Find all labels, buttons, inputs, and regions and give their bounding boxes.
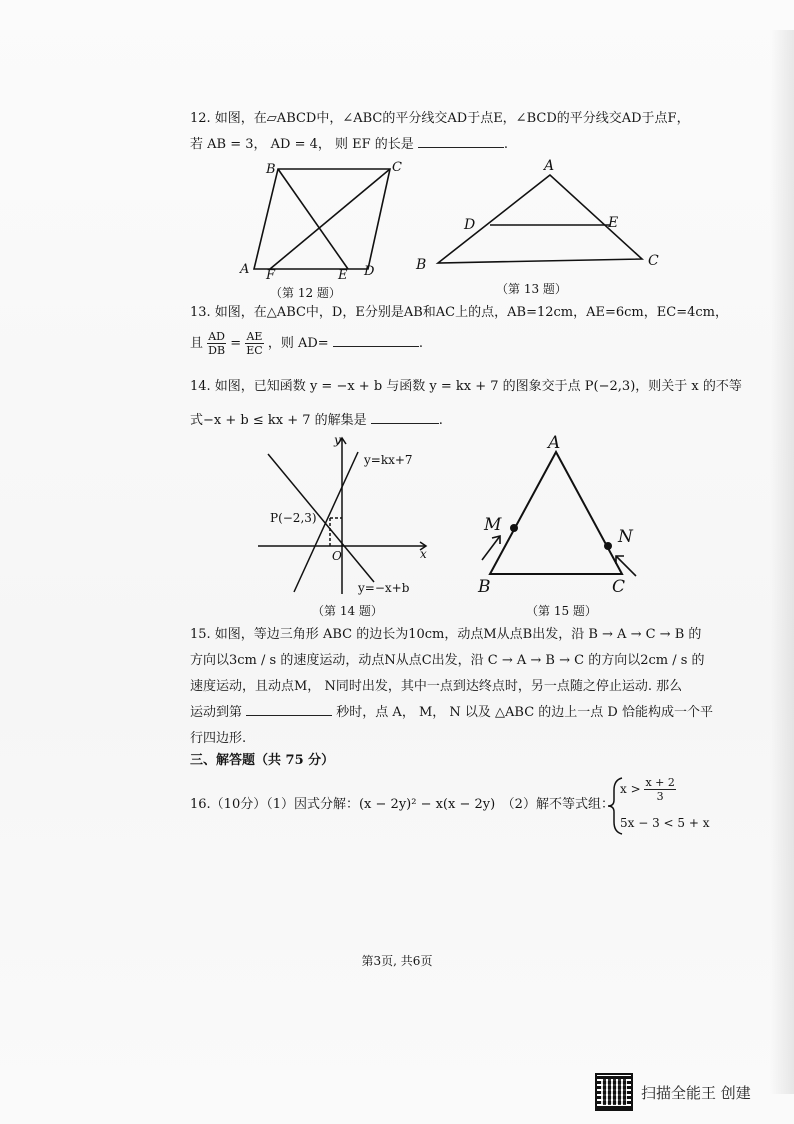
q15-line4 [190, 704, 713, 722]
q13-prefix: 且 [190, 336, 204, 351]
q13-equals: = [230, 336, 242, 351]
q13-line2: 且 $\frac{AD}{DB}$ = $\frac{AE}{EC}$ ，则 AD= . [190, 330, 423, 357]
fig12-label-E: E [338, 268, 348, 283]
fig15-caption: （第 15 题） [526, 604, 597, 618]
q13-frac1-den: DB [208, 344, 226, 357]
fig14-caption: （第 14 题） [312, 604, 383, 618]
q15-suffix: 秒时，点 A， M， N 以及 △ABC 的边上一点 D 恰能构成一个平 [336, 705, 713, 720]
q16-text: 16.（10分）（1）因式分解：(x − 2y)² − x(x − 2y) （2）解不等式组： [190, 797, 614, 812]
q16-ineq1-fraction [644, 776, 675, 803]
fig15-label-B: B [478, 577, 491, 597]
q15-line3: 速度运动，且动点M， N同时出发，其中一点到达终点时，另一点随之停止运动. 那么 [190, 679, 683, 694]
q12-text: 若 AB = 3， AD = 4， 则 EF 的长是 [190, 137, 414, 152]
q15-answer-blank [246, 715, 332, 716]
fig13-caption: （第 13 题） [496, 282, 567, 296]
fig13-label-B: B [416, 257, 427, 273]
q15-line2: 方向以3cm / s 的速度运动，动点N从点C出发，沿 C → A → B → C 的方向以2cm / s 的 [190, 653, 705, 668]
q16-inequality-1 [620, 776, 676, 803]
fig15-label-N: N [618, 527, 633, 547]
q12-line2: 若 AB = 3， AD = 4， 则 EF 的长是 . [190, 137, 509, 152]
q13-suffix: ，则 AD= [267, 336, 329, 351]
q14-answer-blank [371, 423, 439, 424]
q15-line5: 行四边形. [190, 731, 247, 746]
section-3-heading: 三、解答题（共 75 分） [190, 753, 335, 768]
figure-13 [410, 155, 670, 275]
q14-line1: 14. 如图，已知函数 y = −x + b 与函数 y = kx + 7 的图象交于点 P(−2,3)，则关于 x 的不等 [190, 379, 742, 394]
fig12-label-B: B [266, 162, 276, 177]
fig15-point-m [510, 524, 518, 532]
qr-code-icon [595, 1073, 633, 1111]
q13-frac2-num: AE [246, 330, 263, 343]
fig14-axis-y: y [334, 433, 341, 447]
fig13-label-A: A [544, 158, 555, 174]
page-number: 第3页, 共6页 [361, 954, 433, 968]
q13-frac1-num: AD [208, 330, 225, 343]
fig13-label-D: D [464, 217, 476, 233]
fig12-label-A: A [240, 262, 250, 277]
q13-fraction-ad-db [207, 330, 226, 357]
fig15-label-A: A [548, 433, 561, 453]
q15-prefix: 运动到第 [190, 705, 243, 720]
q13-frac2-den: EC [246, 344, 263, 357]
q14-line2: 式−x + b ≤ kx + 7 的解集是 . [190, 413, 443, 428]
fig14-line-xb: y=−x+b [358, 581, 410, 595]
fig13-label-E: E [608, 215, 619, 231]
q12-answer-blank [418, 147, 504, 148]
q12-line1: 12. 如图，在▱ABCD中，∠ABC的平分线交AD于点E，∠BCD的平分线交AD于点F， [190, 111, 690, 126]
fig14-line-kx7: y=kx+7 [364, 453, 413, 467]
q13-answer-blank [333, 346, 419, 347]
fig15-label-M: M [484, 515, 502, 535]
q14-text: 式−x + b ≤ kx + 7 的解集是 [190, 413, 367, 428]
q16-ineq1-num: x + 2 [645, 776, 675, 789]
figure-14 [250, 432, 440, 602]
fig14-axis-x: x [420, 547, 427, 561]
figure-15 [470, 430, 650, 600]
q16-ineq1-lhs: x > [620, 782, 641, 796]
scanner-watermark [595, 1073, 751, 1111]
q13-line1: 13. 如图，在△ABC中，D，E分别是AB和AC上的点，AB=12cm，AE=6cm，EC=4cm， [190, 305, 728, 320]
figure-12 [230, 155, 410, 305]
fig14-origin: O [332, 549, 342, 563]
fig14-point-p: P(−2,3) [270, 511, 317, 525]
fig12-label-F: F [266, 268, 276, 283]
fig15-point-n [604, 542, 612, 550]
q16-ineq1-den: 3 [656, 790, 664, 803]
fig13-label-C: C [648, 253, 659, 269]
scan-shadow [770, 30, 794, 1094]
fig15-label-C: C [612, 577, 626, 597]
fig12-label-C: C [392, 160, 402, 175]
watermark-text: 扫描全能王 创建 [641, 1083, 751, 1102]
q15-line1: 15. 如图，等边三角形 ABC 的边长为10cm，动点M从点B出发，沿 B → A → C → B 的 [190, 627, 702, 642]
fig12-label-D: D [364, 264, 375, 279]
q13-fraction-ae-ec [245, 330, 263, 357]
fig12-caption: （第 12 题） [270, 286, 341, 300]
q16-inequality-2: 5x − 3 < 5 + x [620, 816, 710, 830]
